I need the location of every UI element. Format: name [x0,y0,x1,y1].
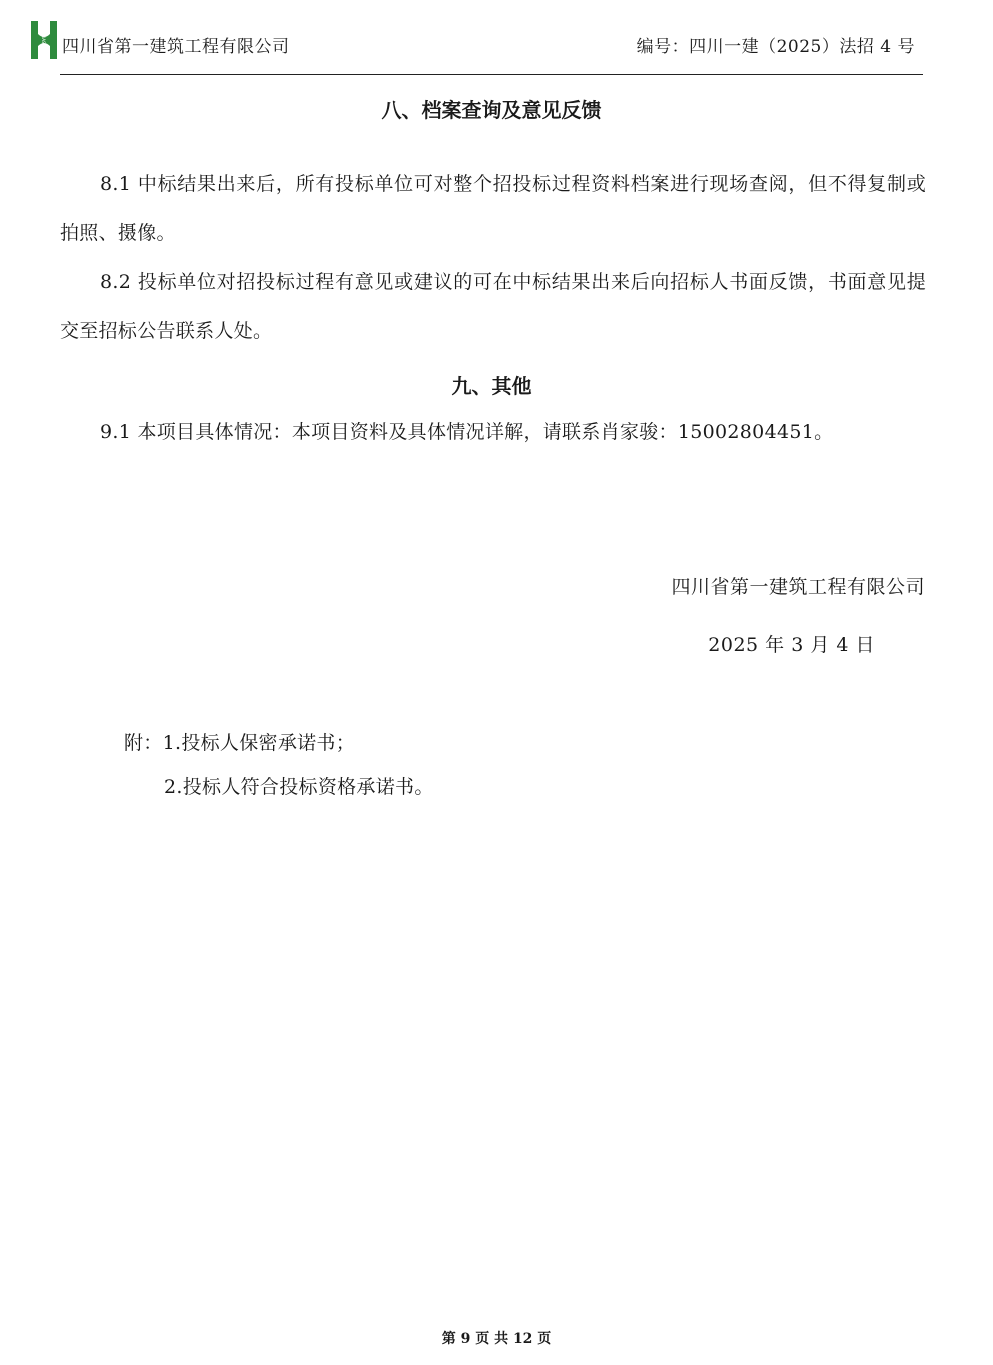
signature-company: 四川省第一建筑工程有限公司 [671,576,925,598]
header-company-name: 四川省第一建筑工程有限公司 [62,37,290,57]
paragraph-8-1: 8.1 中标结果出来后，所有投标单位可对整个招投标过程资料档案进行现场查阅，但不得复制或拍照、摄像。 [60,173,926,244]
page-footer: 第 9 页 共 12 页 [441,1331,552,1347]
logo-text: HUASHI [41,32,46,48]
page-header [30,20,923,60]
paragraph-8-2: 8.2 投标单位对招投标过程有意见或建议的可在中标结果出来后向招标人书面反馈，书面意见提交至招标公告联系人处。 [60,271,926,342]
signature-date: 2025 年 3 月 4 日 [708,634,875,656]
document-number: 编号：四川一建（2025）法招 4 号 [636,37,915,57]
company-logo [30,20,58,60]
paragraph-9-1: 9.1 本项目具体情况：本项目资料及具体情况详解，请联系肖家骏：15002804451。 [100,421,834,443]
section-9-title: 九、其他 [451,374,532,398]
header-divider [60,74,923,75]
section-8-title: 八、档案查询及意见反馈 [381,98,602,122]
attachment-item-2: 2.投标人符合投标资格承诺书。 [164,776,434,798]
attachment-item-1: 附：1.投标人保密承诺书； [124,732,356,754]
